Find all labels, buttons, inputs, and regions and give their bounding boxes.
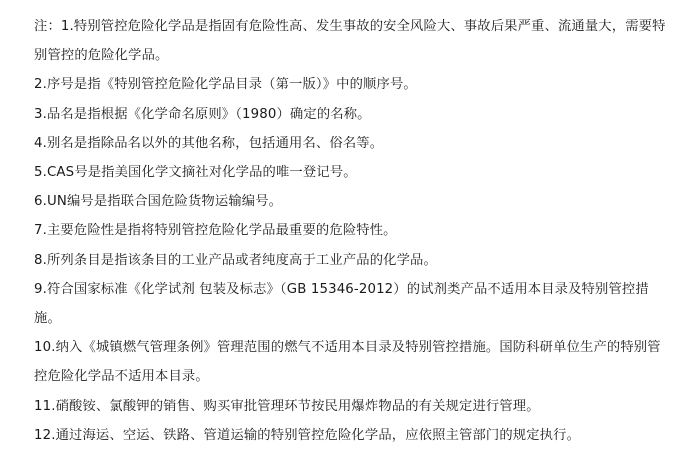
note-line-1: 注：1.特别管控危险化学品是指固有危险性高、发生事故的安全风险大、事故后果严重、流通量大，需要特别管控的危险化学品。 [34, 19, 666, 64]
note-line-3: 3.品名是指根据《化学命名原则》（1980）确定的名称。 [34, 106, 371, 122]
notes-block [34, 12, 672, 450]
note-line-11: 11.硝酸铵、氯酸钾的销售、购买审批管理环节按民用爆炸物品的有关规定进行管理。 [34, 398, 540, 414]
note-line-9: 9.符合国家标准《化学试剂 包装及标志》（GB 15346-2012）的试剂类产品不适用本目录及特别管控措施。 [34, 281, 649, 327]
note-line-4: 4.别名是指除品名以外的其他名称，包括通用名、俗名等。 [34, 135, 384, 151]
note-line-7: 7.主要危险性是指将特别管控危险化学品最重要的危险特性。 [34, 223, 397, 239]
note-line-10: 10.纳入《城镇燃气管理条例》管理范围的燃气不适用本目录及特别管控措施。国防科研单位生产的特别管控危险化学品不适用本目录。 [34, 340, 661, 385]
note-line-8: 8.所列条目是指该条目的工业产品或者纯度高于工业产品的化学品。 [34, 252, 437, 268]
note-line-5: 5.CAS号是指美国化学文摘社对化学品的唯一登记号。 [34, 165, 357, 181]
note-line-12: 12.通过海运、空运、铁路、管道运输的特别管控危险化学品，应依照主管部门的规定执行。 [34, 427, 581, 443]
note-line-2: 2.序号是指《特别管控危险化学品目录（第一版）》中的顺序号。 [34, 77, 417, 93]
note-line-6: 6.UN编号是指联合国危险货物运输编号。 [34, 194, 283, 210]
